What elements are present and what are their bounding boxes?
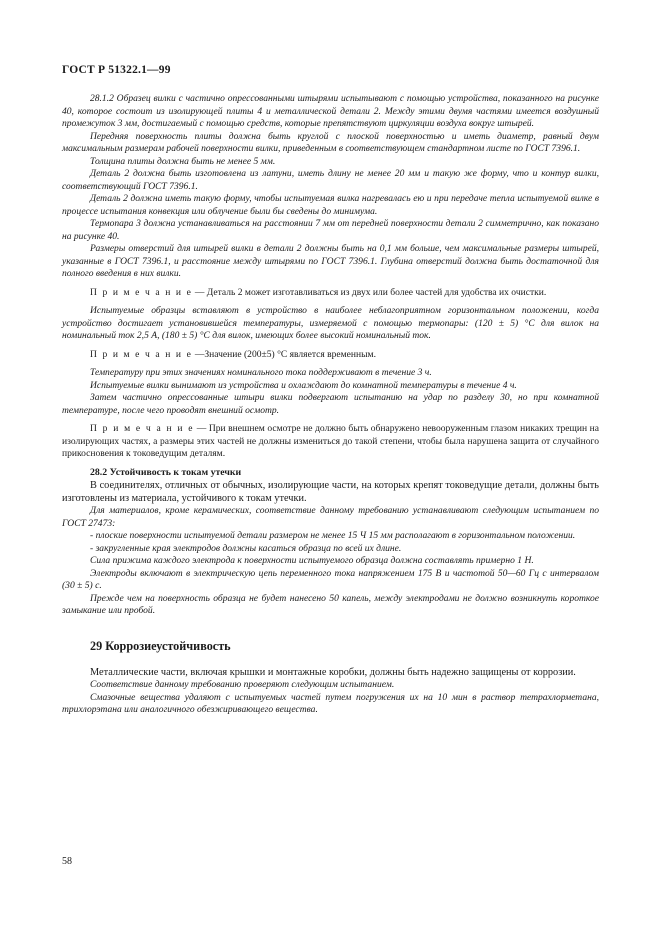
- paragraph-detail-shape: Деталь 2 должна иметь такую форму, чтобы испытуемая вилка нагревалась ею и при передаче тепла испытуемой вилке в процессе испытания конвекция или облучение были бы сведены до минимума.: [62, 193, 599, 217]
- paragraph-corrosion-protection: Металлические части, включая крышки и монтажные коробки, должны быть надежно защищены от коррозии.: [90, 667, 576, 678]
- note-text: — Деталь 2 может изготавливаться из двух или более частей для удобства их очистки.: [192, 286, 547, 298]
- note-temporary-value: [62, 349, 599, 362]
- note-label: П р и м е ч а н и е: [90, 348, 193, 360]
- standard-header: ГОСТ Р 51322.1—99: [62, 64, 171, 76]
- note-label: П р и м е ч а н и е: [90, 423, 195, 434]
- paragraph-detail-material: Деталь 2 должна быть изготовлена из латуни, иметь длину не менее 20 мм и такую же форму, что и контур вилки, соответствующий ГОСТ 7396.1.: [62, 168, 599, 192]
- paragraph-plate-surface: Передняя поверхность плиты должна быть круглой с плоской поверхностью и иметь диаметр, равный двум максимальным размерам рабочей поверхности вилки, приведенным в соответствующем стандартном листе по ГОСТ 7396.1.: [62, 130, 599, 154]
- paragraph-hole-dimensions: Размеры отверстий для штырей вилки в детали 2 должны быть на 0,1 мм больше, чем максимальные размеры штырей, указанные в ГОСТ 7396.1, и расстояние между штырями по ГОСТ 7396.1. Глубина отверстий должна быть достаточной для полного введения в них вилки.: [62, 243, 599, 279]
- paragraph-compliance-check: Соответствие данному требованию проверяют следующим испытанием.: [90, 679, 395, 690]
- paragraph-electrode-force: Сила прижима каждого электрода к поверхности испытуемого образца должна составлять примерно 1 Н.: [90, 555, 534, 566]
- paragraph-impact-test: Затем частично опрессованные штыри вилки подвергают испытанию на удар по разделу 30, но при комнатной температуре, после чего проводят внешний осмотр.: [62, 392, 599, 416]
- paragraph-electrode-edges: - закругленные края электродов должны касаться образца по всей их длине.: [90, 542, 402, 554]
- note-text: — При внешнем осмотре не должно быть обнаружено невооруженным глазом никаких трещин на изолирующих частях, а размеры этих частей не должны измениться до такой степени, чтобы была нарушена защита от случайного прикосновения к токоведущим деталям.: [62, 423, 599, 459]
- paragraph-degreasing: Смазочные вещества удаляют с испытуемых частей путем погружения их на 10 мин в раствор тетрахлорметана, трихлорэтана или аналогичного обезжиривающего вещества.: [62, 691, 599, 715]
- paragraph-flat-surfaces: - плоские поверхности испытуемой детали размером не менее 15 Ч 15 мм располагают в горизонтальном положении.: [90, 530, 576, 541]
- section-heading-29: 29 Коррозиеустойчивость: [90, 638, 231, 653]
- paragraph-28-1-2: 28.1.2 Образец вилки с частично опрессованными штырями испытывают с помощью устройства, показанного на рисунке 40, которое состоит из изолирующей плиты 4 и металлической детали 2. Между этими двумя частями имеется воздушный промежуток 3 мм, достигаемый с помощью средств, которые препятствуют циркуляции воздуха вокруг штырей.: [62, 93, 599, 129]
- paragraph-plate-thickness: Толщина плиты должна быть не менее 5 мм.: [90, 155, 276, 167]
- paragraph-cooling: Испытуемые вилки вынимают из устройства и охлаждают до комнатной температуры в течение 4 ч.: [90, 379, 517, 391]
- note-text: —Значение (200±5) °С является временным.: [192, 348, 376, 360]
- paragraph-temperature-hold: Температуру при этих значениях номинального тока поддерживают в течение 3 ч.: [90, 367, 432, 378]
- paragraph-tracking-resistance: В соединителях, отличных от обычных, изолирующие части, на которых крепят токоведущие детали, должны быть изготовлены из материала, устойчивого к токам утечки.: [62, 480, 599, 504]
- paragraph-test-method: Для материалов, кроме керамических, соответствие данному требованию устанавливают следующим испытанием по ГОСТ 27473:: [62, 505, 599, 529]
- paragraph-electrode-circuit: Электроды включают в электрическую цепь переменного тока напряжением 175 В и частотой 50—60 Гц с интервалом (30 ± 5) с.: [62, 567, 599, 591]
- paragraph-drop-count: Прежде чем на поверхность образца не будет нанесено 50 капель, между электродами не должно возникнуть короткое замыкание или пробой.: [62, 592, 599, 616]
- paragraph-thermocouple: Термопара 3 должна устанавливаться на расстоянии 7 мм от передней поверхности детали 2 симметрично, как показано на рисунке 40.: [62, 218, 599, 242]
- page-number: 58: [62, 856, 72, 867]
- note-label: П р и м е ч а н и е: [90, 286, 193, 298]
- section-heading-28-2: 28.2 Устойчивость к токам утечки: [90, 466, 242, 478]
- paragraph-sample-insertion: Испытуемые образцы вставляют в устройство в наиболее неблагоприятном горизонтальном положении, когда устройство достигает установившейся температуры, измеряемой с помощью термопары: (120 ± 5) °С для вилок на номинальный ток 2,5 А, (180 ± 5) °С для вилок, имеющих более высокий номинальный ток.: [62, 305, 599, 341]
- note-detail-parts: [62, 287, 599, 300]
- document-body: [62, 93, 599, 717]
- note-visual-inspection: [62, 423, 599, 461]
